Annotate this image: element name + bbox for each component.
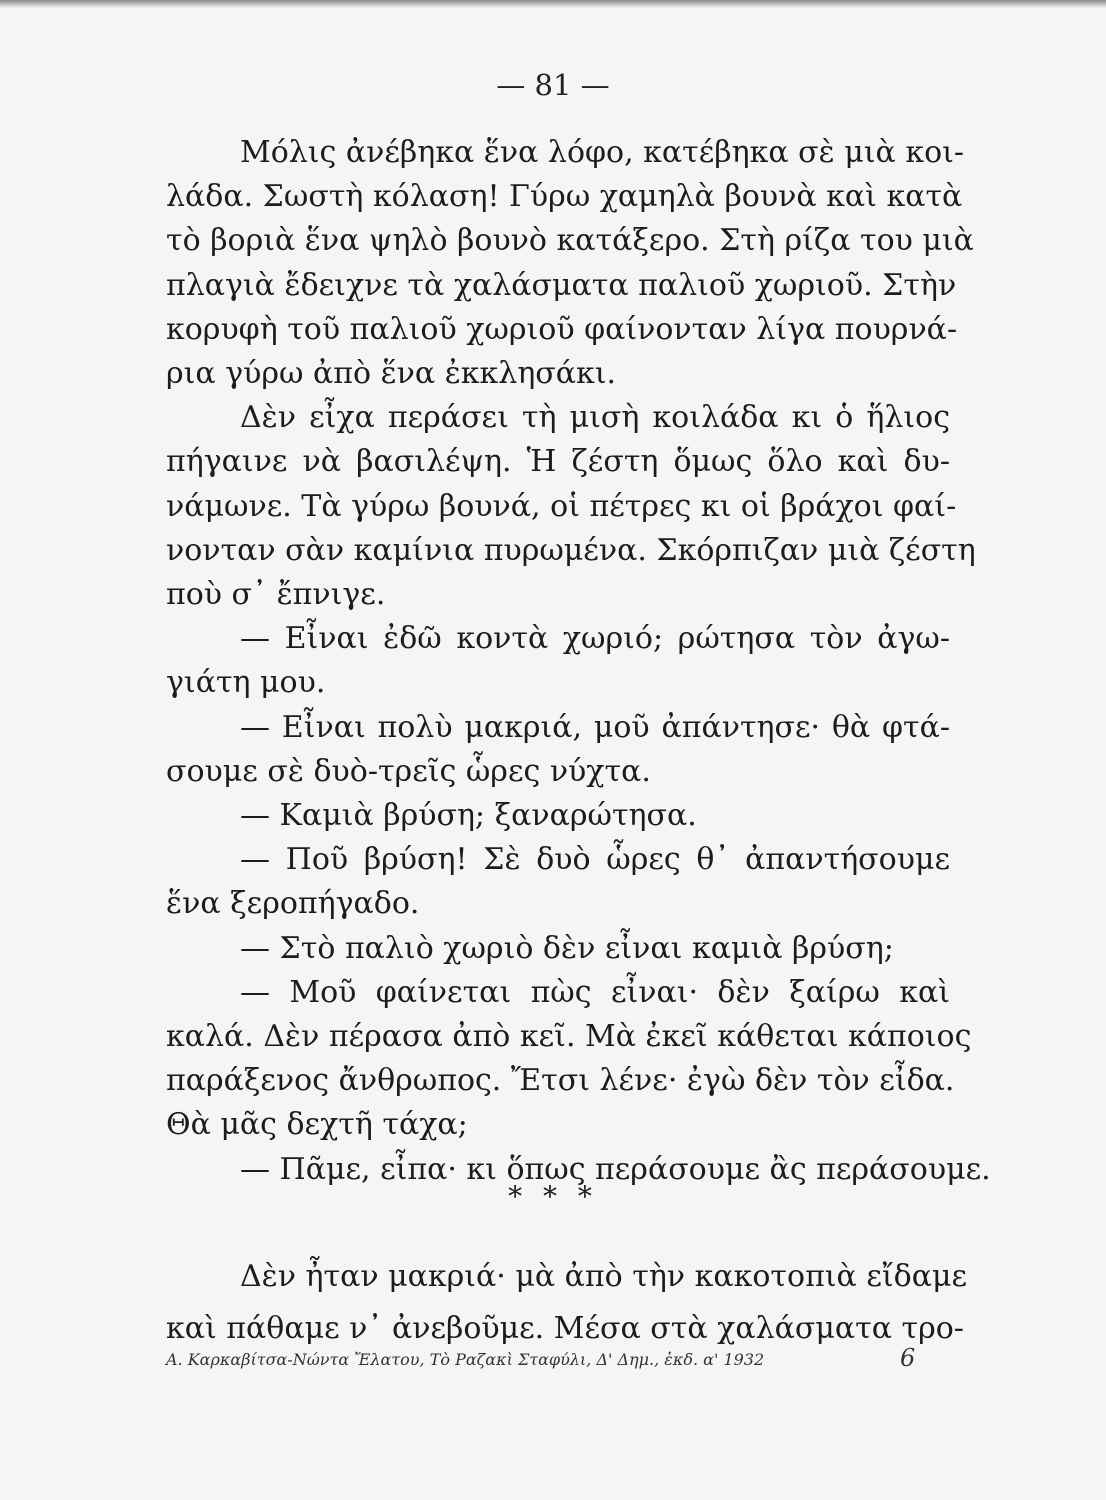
text-line: — Στὸ παλιὸ χωριὸ δὲν εἶναι καμιὰ βρύση; xyxy=(240,931,894,966)
section-separator: * * * xyxy=(508,1180,598,1213)
text-line: πήγαινε νὰ βασιλέψη. Ἡ ζέστη ὅμως ὅλο καὶ δυ- xyxy=(166,444,950,479)
text-line: — Εἶναι ἐδῶ κοντὰ χωριό; ρώτησα τὸν ἀγω- xyxy=(240,621,950,656)
text-line: ποὺ σ᾿ ἔπνιγε. xyxy=(166,577,386,612)
footer-citation: Α. Καρκαβίτσα-Νώντα Ἔλατου, Τὸ Ραζακὶ Σταφύλι, Δ' Δημ., ἐκδ. α' 1932 xyxy=(166,1350,765,1369)
text-line: καὶ πάθαμε ν᾿ ἀνεβοῦμε. Μέσα στὰ χαλάσματα τρο- xyxy=(166,1311,964,1346)
text-line: τὸ βοριὰ ἕνα ψηλὸ βουνὸ κατάξερο. Στὴ ρίζα του μιὰ xyxy=(166,223,974,258)
text-line: — Πᾶμε, εἶπα· κι ὅπως περάσουμε ἂς περάσουμε. xyxy=(240,1152,991,1187)
text-line: κορυφὴ τοῦ παλιοῦ χωριοῦ φαίνονταν λίγα πουρνά- xyxy=(166,312,958,347)
scan-edge-shadow xyxy=(0,0,1106,8)
page-number: — 81 — xyxy=(496,68,610,102)
text-line: — Καμιὰ βρύση; ξαναρώτησα. xyxy=(240,798,697,833)
text-line: καλά. Δὲν πέρασα ἀπὸ κεῖ. Μὰ ἐκεῖ κάθεται κάποιος xyxy=(166,1019,972,1054)
text-line: νονταν σὰν καμίνια πυρωμένα. Σκόρπιζαν μιὰ ζέστη xyxy=(166,533,976,568)
text-line: ρια γύρω ἀπὸ ἕνα ἐκκλησάκι. xyxy=(166,356,617,391)
signature-mark: 6 xyxy=(900,1344,916,1372)
text-line: ἕνα ξεροπήγαδο. xyxy=(166,886,420,921)
text-line: — Ποῦ βρύση! Σὲ δυὸ ὧρες θ᾿ ἀπαντήσουμε xyxy=(240,842,950,877)
text-line: Δὲν ἦταν μακριά· μὰ ἀπὸ τὴν κακοτοπιὰ εἴδαμε xyxy=(240,1259,968,1294)
text-line: σουμε σὲ δυὸ-τρεῖς ὧρες νύχτα. xyxy=(166,754,651,789)
text-line: — Εἶναι πολὺ μακριά, μοῦ ἀπάντησε· θὰ φτά- xyxy=(240,710,950,745)
text-line: παράξενος ἄνθρωπος. Ἔτσι λένε· ἐγὼ δὲν τὸν εἶδα. xyxy=(166,1063,955,1098)
text-line: λάδα. Σωστὴ κόλαση! Γύρω χαμηλὰ βουνὰ καὶ κατὰ xyxy=(166,179,963,214)
text-line: Μόλις ἀνέβηκα ἕνα λόφο, κατέβηκα σὲ μιὰ κοι- xyxy=(240,135,965,170)
text-line: Δὲν εἶχα περάσει τὴ μισὴ κοιλάδα κι ὁ ἥλιος xyxy=(240,400,950,435)
text-line: — Μοῦ φαίνεται πὼς εἶναι· δὲν ξαίρω καὶ xyxy=(240,975,950,1010)
text-line: πλαγιὰ ἔδειχνε τὰ χαλάσματα παλιοῦ χωριοῦ. Στὴν xyxy=(166,268,957,303)
text-line: γιάτη μου. xyxy=(166,665,326,700)
text-line: νάμωνε. Τὰ γύρω βουνά, οἱ πέτρες κι οἱ βράχοι φαί- xyxy=(166,489,957,524)
text-line: Θὰ μᾶς δεχτῆ τάχα; xyxy=(166,1107,468,1142)
